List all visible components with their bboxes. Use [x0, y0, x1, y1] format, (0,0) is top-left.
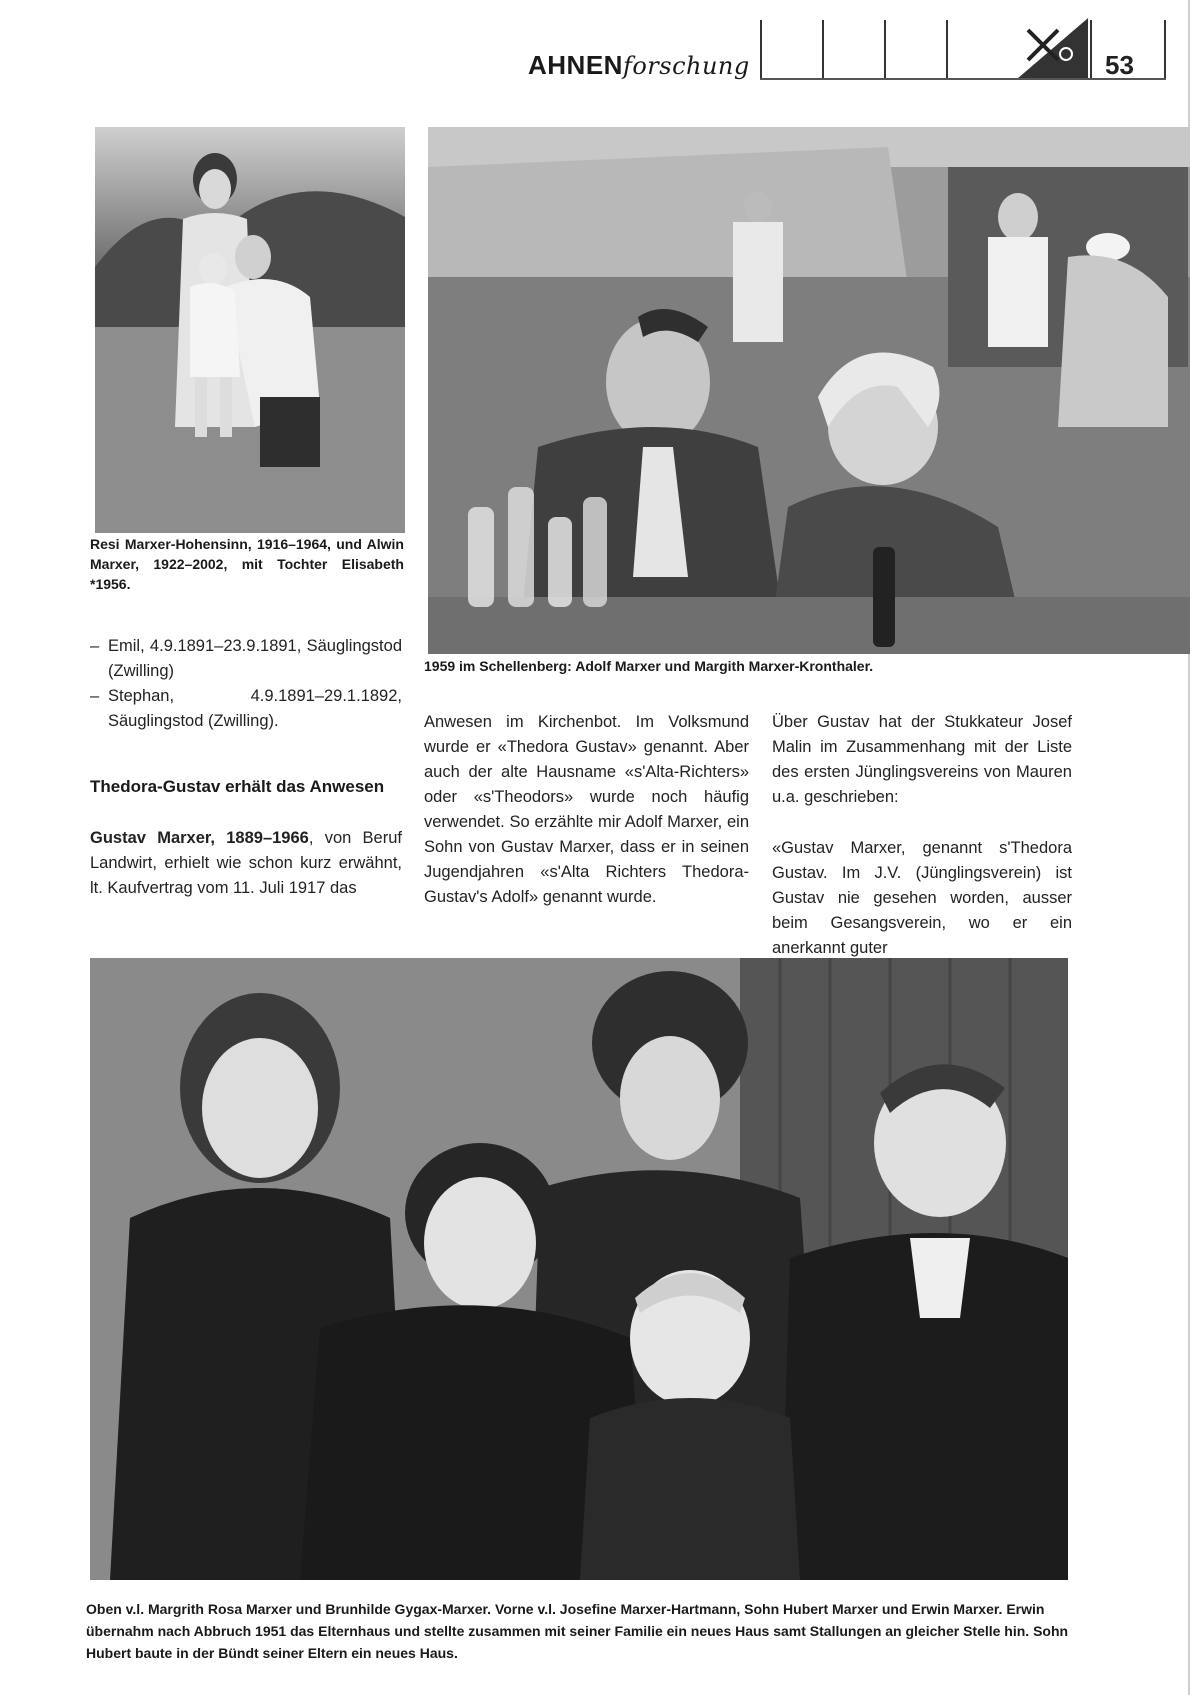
photo-caption: 1959 im Schellenberg: Adolf Marxer und Margith Marxer-Kronthaler. — [424, 658, 874, 674]
tab-divider — [1090, 20, 1092, 78]
photo-caption: Oben v.l. Margrith Rosa Marxer und Brunhilde Gygax-Marxer. Vorne v.l. Josefine Marxer-Hartmann, Sohn Hubert Marxer und Erwin Marxer. Erwin übernahm nach Abbruch 1951 das Elternhaus und stellte zusammen mit seiner Familie ein neues Haus samt Stallungen an gleicher Stelle hin. Sohn Hubert baute in der Bündt seiner Eltern ein neues Haus. — [86, 1601, 1069, 1661]
photo-caption: Resi Marxer-Hohensinn, 1916–1964, und Alwin Marxer, 1922–2002, mit Tochter Elisabeth *1956. — [90, 536, 404, 592]
tab-divider — [1164, 20, 1166, 78]
paragraph: Anwesen im Kirchenbot. Im Volksmund wurde er «Thedora Gustav» genannt. Aber auch der alte Hausname «s'Alta-Richters» oder «s'Theodors» wurde noch häufig verwendet. So erzählte mir Adolf Marxer, ein Sohn von Gustav Marxer, dass er in seinen Jugendjahren «s'Alta Richters Thedora-Gustav's Adolf» genannt wurde. — [424, 713, 749, 906]
photo-illustration — [90, 958, 1068, 1580]
paragraph-lead: Gustav Marxer, 1889–1966 — [90, 829, 309, 847]
photo-illustration — [95, 127, 405, 533]
paragraph: Über Gustav hat der Stukkateur Josef Malin im Zusammenhang mit der Liste des ersten Jünglingsvereins von Mauren u.a. geschrieben: — [772, 713, 1072, 806]
photo-couple-with-child — [95, 127, 405, 533]
list-item: – Stephan, 4.9.1891–29.1.1892, Säuglingstod (Zwilling). — [90, 684, 402, 734]
text-column-left — [90, 634, 402, 901]
section-title — [528, 50, 750, 81]
text-column-right — [772, 710, 1072, 961]
coat-of-arms-icon — [1018, 18, 1088, 78]
photo-couple-at-table — [428, 127, 1190, 654]
text-column-middle — [424, 710, 749, 910]
tab-divider — [760, 20, 762, 78]
page-number: 53 — [1105, 50, 1134, 80]
spacer — [90, 800, 402, 826]
tab-divider — [946, 20, 948, 78]
spacer — [772, 810, 1072, 836]
children-list — [90, 634, 402, 734]
section-title-script: forschung — [622, 52, 750, 80]
tab-divider — [884, 20, 886, 78]
paragraph — [90, 826, 402, 901]
tab-divider — [822, 20, 824, 78]
paragraph: «Gustav Marxer, genannt s'Thedora Gustav. Im J.V. (Jünglingsverein) ist Gustav nie gesehen worden, ausser beim Gesangsverein, wo er ein anerkannt guter — [772, 839, 1072, 957]
photo-family-portrait — [90, 958, 1068, 1580]
paragraph-rest: , von Beruf Landwirt, erhielt wie schon kurz erwähnt, lt. Kaufvertrag vom 11. Juli 1917 das — [90, 829, 402, 897]
section-title-main: AHNEN — [528, 50, 623, 80]
list-item: – Emil, 4.9.1891–23.9.1891, Säuglingstod (Zwilling) — [90, 634, 402, 684]
photo-illustration — [428, 127, 1190, 654]
section-heading: Thedora-Gustav erhält das Anwesen — [90, 777, 385, 796]
